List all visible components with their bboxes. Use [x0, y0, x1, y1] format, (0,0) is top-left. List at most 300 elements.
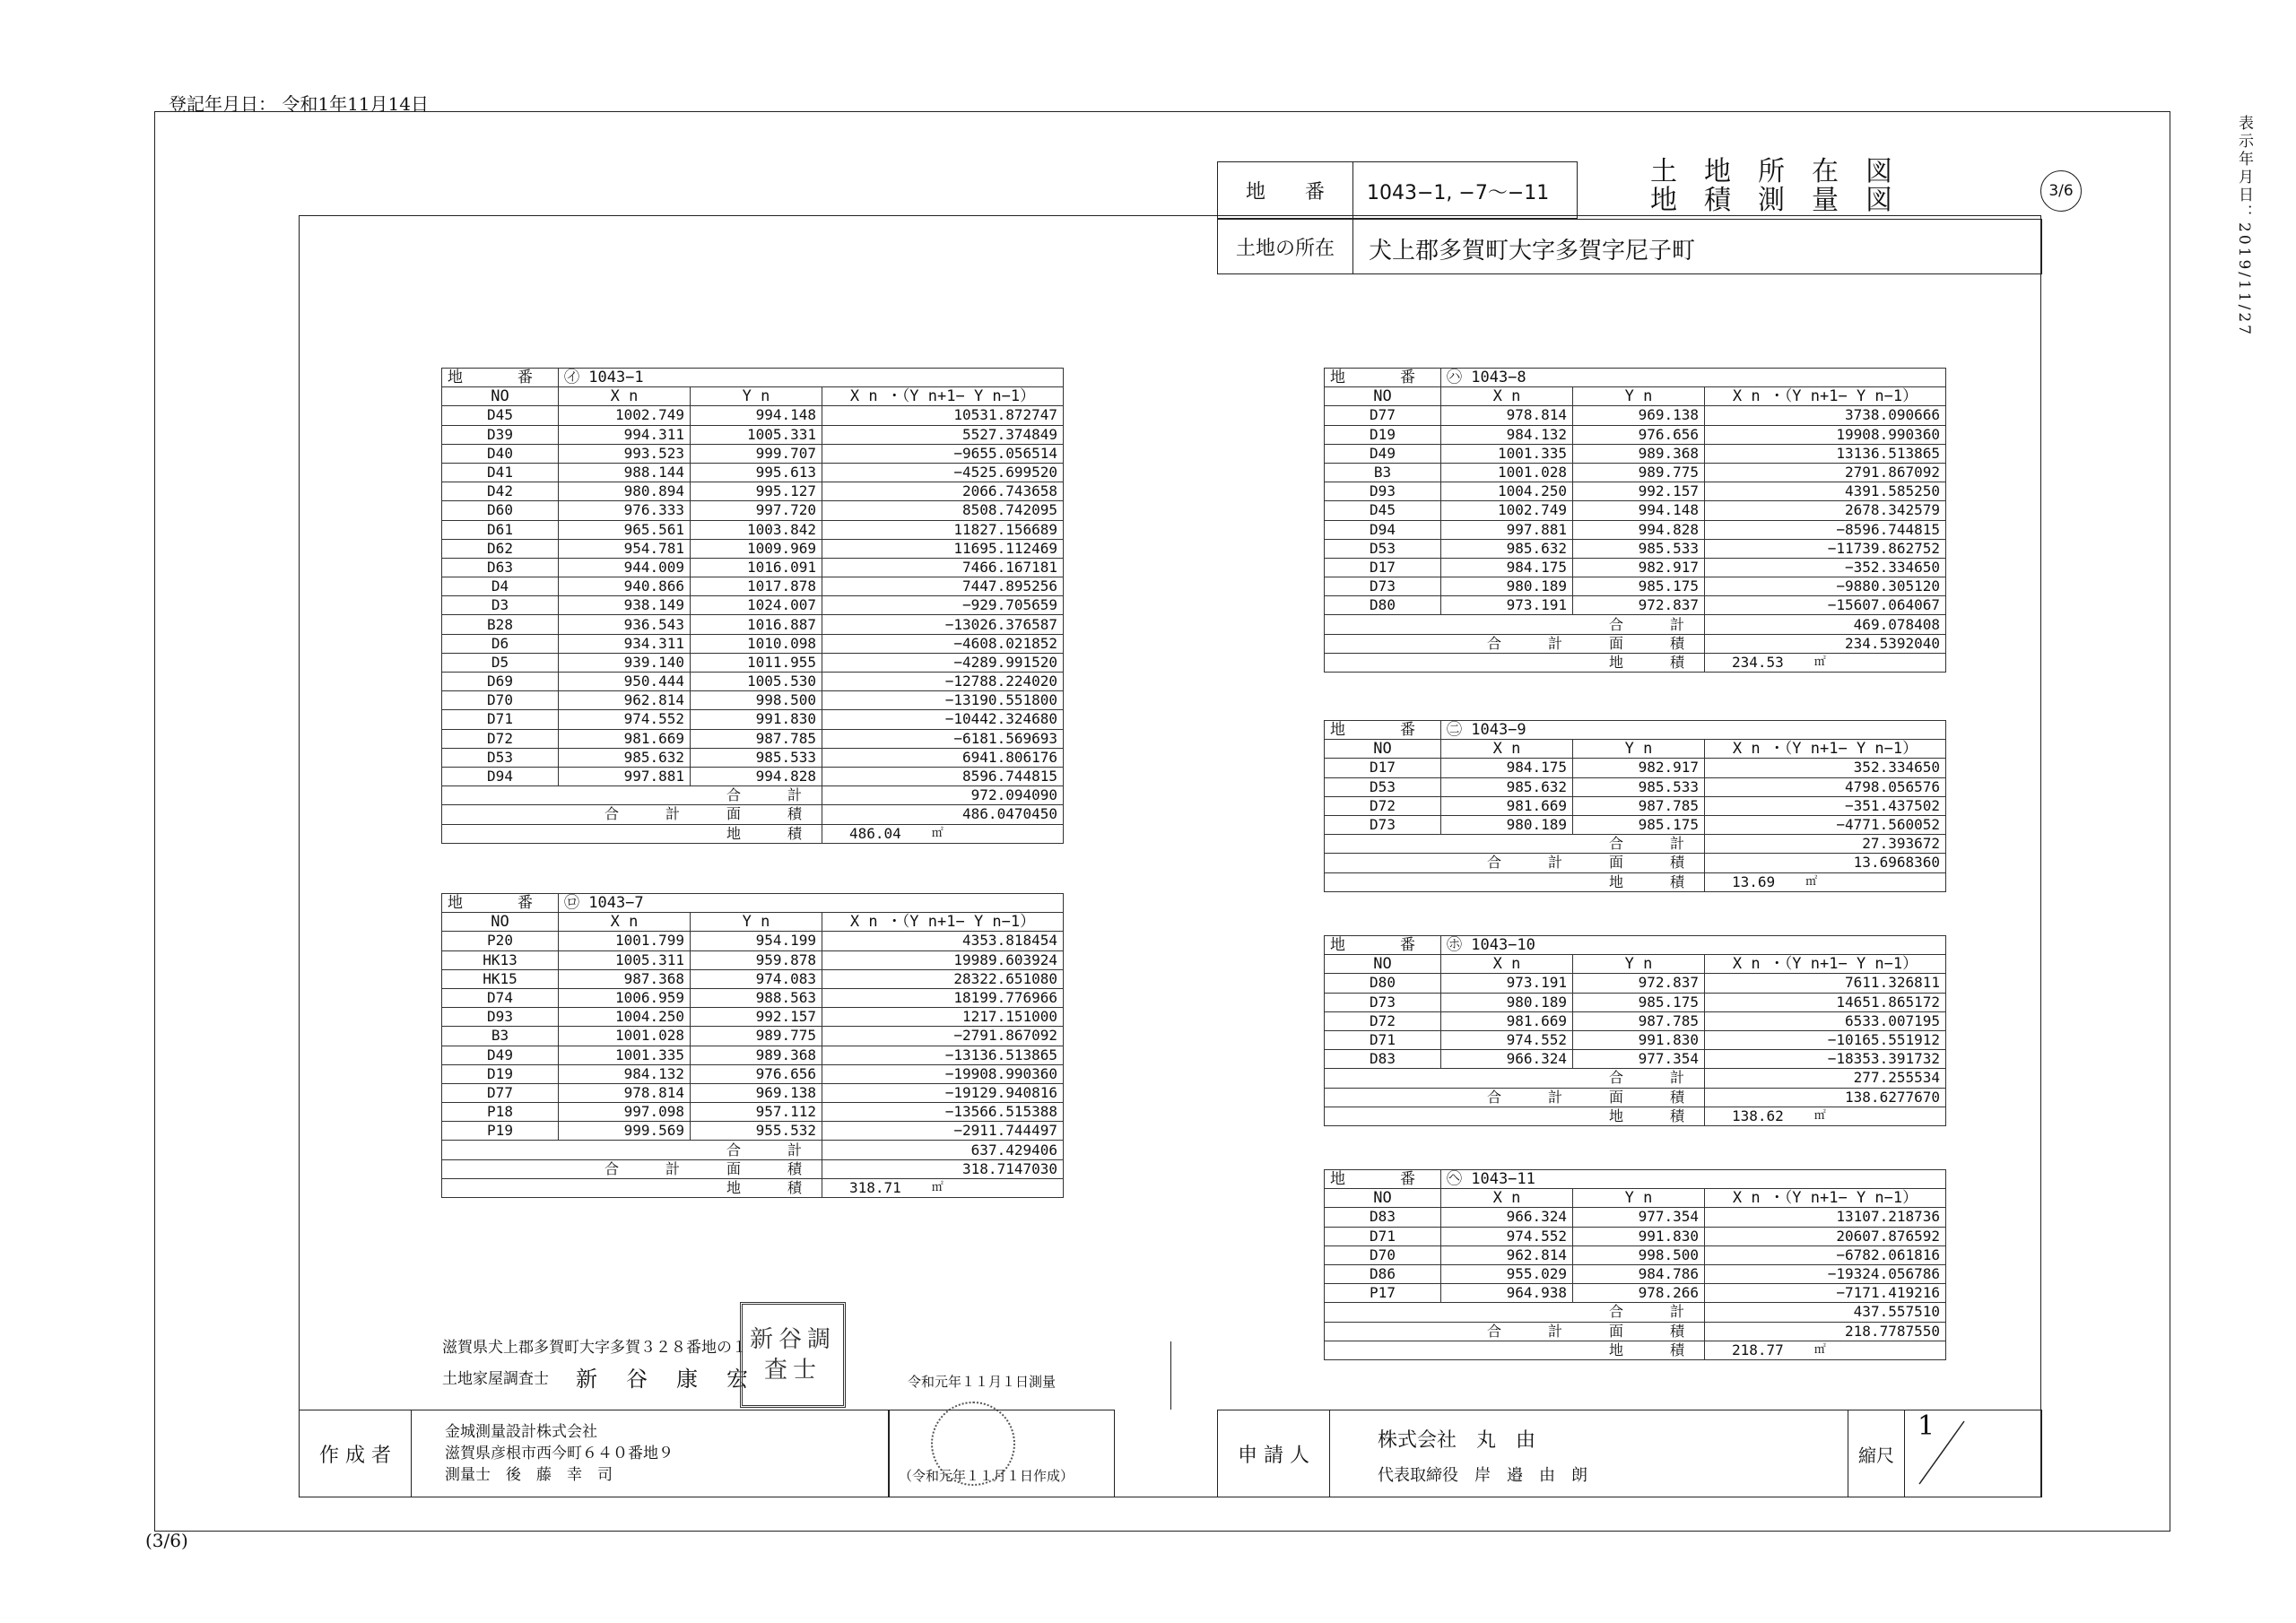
x-value: 974.552: [1441, 1227, 1573, 1245]
total-area-value: 13.6968360: [1705, 854, 1946, 872]
total-row: [1325, 835, 1946, 854]
company-address: 滋賀県彦根市西今町６４０番地９: [445, 1445, 674, 1462]
lot-value: ㋬ 1043−11: [1441, 1170, 1946, 1189]
product-value: 10531.872747: [822, 406, 1064, 425]
table-row: [1325, 596, 1946, 615]
surveyor-name: 新 谷 康 宏: [576, 1367, 752, 1392]
x-value: 936.543: [559, 615, 691, 634]
header-row: [1325, 740, 1946, 759]
y-value: 1009.969: [691, 539, 822, 558]
col-xn: X n: [1441, 387, 1573, 406]
scale-label: 縮尺: [1848, 1410, 1905, 1497]
point-no: B28: [442, 615, 559, 634]
table-row: [442, 1008, 1064, 1027]
product-value: −18353.391732: [1705, 1050, 1946, 1069]
product-value: 4798.056576: [1705, 777, 1946, 796]
display-date-stamp: 表示年月日：2019/11/27: [2235, 115, 2253, 337]
point-no: D72: [1325, 1011, 1441, 1030]
y-value: 974.083: [691, 969, 822, 988]
table-row: [1325, 501, 1946, 520]
point-no: D42: [442, 482, 559, 501]
y-value: 997.720: [691, 501, 822, 520]
y-value: 991.830: [1573, 1227, 1705, 1245]
y-value: 992.157: [1573, 482, 1705, 501]
total-area-label: 合 計 面 積: [442, 1159, 822, 1178]
product-value: 19989.603924: [822, 950, 1064, 969]
y-value: 985.175: [1573, 993, 1705, 1011]
col-no: NO: [1325, 955, 1441, 974]
product-value: −10165.551912: [1705, 1030, 1946, 1049]
point-no: D19: [442, 1064, 559, 1083]
x-value: 955.029: [1441, 1264, 1573, 1283]
table-row: [1325, 1264, 1946, 1283]
company-name: 金城測量設計株式会社: [445, 1423, 597, 1441]
product-value: −929.705659: [822, 596, 1064, 615]
table-row: [442, 988, 1064, 1007]
land-area-value: 138.62: [1732, 1107, 1784, 1124]
product-value: 7447.895256: [822, 577, 1064, 596]
point-no: P17: [1325, 1284, 1441, 1303]
point-no: D77: [1325, 406, 1441, 425]
product-value: 28322.651080: [822, 969, 1064, 988]
x-value: 981.669: [559, 729, 691, 748]
x-value: 1001.799: [559, 932, 691, 950]
y-value: 985.175: [1573, 577, 1705, 596]
col-no: NO: [442, 387, 559, 406]
product-value: −13190.551800: [822, 691, 1064, 710]
product-value: 11695.112469: [822, 539, 1064, 558]
area-table: [1324, 720, 1946, 892]
product-value: −4525.699520: [822, 463, 1064, 482]
point-no: D53: [442, 748, 559, 767]
table-row: [442, 691, 1064, 710]
product-value: −4608.021852: [822, 634, 1064, 653]
lot-label: 地 番: [442, 894, 559, 913]
x-value: 985.632: [1441, 539, 1573, 558]
header-row: [1325, 955, 1946, 974]
table-row: [442, 520, 1064, 539]
x-value: 980.189: [1441, 993, 1573, 1011]
area-table: [441, 368, 1064, 844]
y-value: 982.917: [1573, 759, 1705, 777]
land-area-row: [1325, 1107, 1946, 1125]
table-row: [1325, 777, 1946, 796]
table-row: [442, 482, 1064, 501]
total-label: 合 計: [442, 1141, 822, 1159]
x-value: 984.175: [1441, 558, 1573, 577]
product-value: 2678.342579: [1705, 501, 1946, 520]
point-no: P19: [442, 1122, 559, 1141]
table-row: [1325, 1030, 1946, 1049]
col-formula: X n ・（Y n+1− Y n−1）: [822, 387, 1064, 406]
square-meter-unit: ㎡: [1813, 1108, 1826, 1123]
lot-row: [1325, 936, 1946, 955]
total-value: 637.429406: [822, 1141, 1064, 1159]
land-area-label: 地 積: [442, 1178, 822, 1197]
table-row: [442, 729, 1064, 748]
point-no: D61: [442, 520, 559, 539]
x-value: 964.938: [1441, 1284, 1573, 1303]
y-value: 1011.955: [691, 653, 822, 672]
col-yn: Y n: [1573, 740, 1705, 759]
lot-label: 地 番: [1325, 369, 1441, 387]
point-no: D17: [1325, 759, 1441, 777]
table-row: [442, 710, 1064, 729]
y-value: 977.354: [1573, 1208, 1705, 1227]
table-row: [1325, 406, 1946, 425]
y-value: 998.500: [1573, 1245, 1705, 1264]
location-cell: [1217, 219, 2042, 274]
product-value: −13026.376587: [822, 615, 1064, 634]
y-value: 982.917: [1573, 558, 1705, 577]
x-value: 980.189: [1441, 577, 1573, 596]
point-no: D93: [442, 1008, 559, 1027]
total-value: 972.094090: [822, 786, 1064, 805]
product-value: 352.334650: [1705, 759, 1946, 777]
x-value: 980.894: [559, 482, 691, 501]
table-row: [442, 596, 1064, 615]
x-value: 999.569: [559, 1122, 691, 1141]
x-value: 974.552: [559, 710, 691, 729]
x-value: 974.552: [1441, 1030, 1573, 1049]
x-value: 978.814: [559, 1083, 691, 1102]
table-row: [442, 1122, 1064, 1141]
product-value: −19324.056786: [1705, 1264, 1946, 1283]
product-value: 2066.743658: [822, 482, 1064, 501]
y-value: 995.613: [691, 463, 822, 482]
x-value: 984.132: [559, 1064, 691, 1083]
product-value: 18199.776966: [822, 988, 1064, 1007]
x-value: 934.311: [559, 634, 691, 653]
point-no: D83: [1325, 1208, 1441, 1227]
x-value: 988.144: [559, 463, 691, 482]
x-value: 980.189: [1441, 815, 1573, 834]
y-value: 1016.887: [691, 615, 822, 634]
point-no: D71: [1325, 1227, 1441, 1245]
total-area-row: [1325, 634, 1946, 653]
y-value: 994.148: [691, 406, 822, 425]
x-value: 1002.749: [1441, 501, 1573, 520]
y-value: 985.533: [691, 748, 822, 767]
x-value: 940.866: [559, 577, 691, 596]
table-row: [1325, 520, 1946, 539]
applicant-name: 株式会社 丸 由: [1378, 1429, 1536, 1452]
total-label: 合 計: [1325, 615, 1705, 634]
square-meter-unit: ㎡: [931, 1180, 944, 1194]
y-value: 955.532: [691, 1122, 822, 1141]
applicant-block: [1217, 1410, 2042, 1497]
col-xn: X n: [559, 387, 691, 406]
y-value: 978.266: [1573, 1284, 1705, 1303]
y-value: 976.656: [691, 1064, 822, 1083]
x-value: 1001.335: [1441, 444, 1573, 463]
point-no: P18: [442, 1103, 559, 1122]
col-yn: Y n: [691, 913, 822, 932]
header-row: [442, 387, 1064, 406]
point-no: D83: [1325, 1050, 1441, 1069]
point-no: D72: [1325, 796, 1441, 815]
product-value: −11739.862752: [1705, 539, 1946, 558]
land-area-label: 地 積: [1325, 1341, 1705, 1359]
land-area-row: [442, 1178, 1064, 1197]
product-value: −13566.515388: [822, 1103, 1064, 1122]
table-row: [1325, 463, 1946, 482]
product-value: −13136.513865: [822, 1046, 1064, 1064]
representative: 代表取締役 岸 邉 由 朗: [1378, 1466, 1587, 1485]
x-value: 985.632: [1441, 777, 1573, 796]
point-no: D4: [442, 577, 559, 596]
y-value: 976.656: [1573, 425, 1705, 444]
product-value: −10442.324680: [822, 710, 1064, 729]
table-row: [1325, 815, 1946, 834]
land-area-label: 地 積: [1325, 1107, 1705, 1125]
y-value: 984.786: [1573, 1264, 1705, 1283]
x-value: 950.444: [559, 673, 691, 691]
sheet-number-badge: 3/6: [2040, 170, 2082, 212]
y-value: 957.112: [691, 1103, 822, 1122]
lot-value: ㋭ 1043−10: [1441, 936, 1946, 955]
point-no: D49: [442, 1046, 559, 1064]
y-value: 1017.878: [691, 577, 822, 596]
x-value: 987.368: [559, 969, 691, 988]
lot-label: 地 番: [1325, 936, 1441, 955]
square-meter-unit: ㎡: [1805, 874, 1818, 889]
lot-row: [442, 369, 1064, 387]
total-label: 合 計: [1325, 1069, 1705, 1088]
col-formula: X n ・（Y n+1− Y n−1）: [1705, 1189, 1946, 1208]
table-row: [1325, 1245, 1946, 1264]
registration-date: 登記年月日： 令和1年11月14日: [169, 93, 429, 115]
table-row: [1325, 1208, 1946, 1227]
table-row: [442, 969, 1064, 988]
creator-details: [445, 1421, 674, 1486]
total-area-row: [442, 1159, 1064, 1178]
lot-value: ㋺ 1043−7: [559, 894, 1064, 913]
y-value: 972.837: [1573, 596, 1705, 615]
surveyor-line: 測量士 後 藤 幸 司: [445, 1466, 613, 1484]
x-value: 978.814: [1441, 406, 1573, 425]
lot-row: [1325, 721, 1946, 740]
y-value: 989.775: [1573, 463, 1705, 482]
y-value: 991.830: [1573, 1030, 1705, 1049]
total-area-label: 合 計 面 積: [1325, 1322, 1705, 1341]
point-no: D45: [442, 406, 559, 425]
point-no: D40: [442, 444, 559, 463]
y-value: 994.828: [691, 767, 822, 785]
point-no: D70: [1325, 1245, 1441, 1264]
product-value: −19908.990360: [822, 1064, 1064, 1083]
table-row: [442, 932, 1064, 950]
total-area-value: 318.7147030: [822, 1159, 1064, 1178]
point-no: D3: [442, 596, 559, 615]
product-value: 20607.876592: [1705, 1227, 1946, 1245]
land-area-cell: [822, 824, 1064, 843]
location-value: 犬上郡多賀町大字多賀字尼子町: [1369, 238, 1696, 265]
x-value: 965.561: [559, 520, 691, 539]
product-value: 7466.167181: [822, 558, 1064, 577]
point-no: D49: [1325, 444, 1441, 463]
product-value: 19908.990360: [1705, 425, 1946, 444]
col-xn: X n: [1441, 740, 1573, 759]
area-table: [441, 893, 1064, 1198]
y-value: 969.138: [1573, 406, 1705, 425]
x-value: 997.881: [1441, 520, 1573, 539]
point-no: D74: [442, 988, 559, 1007]
x-value: 966.324: [1441, 1050, 1573, 1069]
total-label: 合 計: [1325, 835, 1705, 854]
product-value: −9655.056514: [822, 444, 1064, 463]
point-no: D41: [442, 463, 559, 482]
total-area-label: 合 計 面 積: [1325, 1088, 1705, 1107]
x-value: 981.669: [1441, 1011, 1573, 1030]
col-no: NO: [1325, 740, 1441, 759]
col-no: NO: [1325, 387, 1441, 406]
total-value: 469.078408: [1705, 615, 1946, 634]
land-area-row: [442, 824, 1064, 843]
x-value: 1001.335: [559, 1046, 691, 1064]
point-no: D80: [1325, 974, 1441, 993]
y-value: 1024.007: [691, 596, 822, 615]
lot-row: [442, 894, 1064, 913]
total-area-label: 合 計 面 積: [442, 805, 822, 824]
lot-label: 地 番: [1325, 721, 1441, 740]
scale-value: 1: [1918, 1410, 1935, 1442]
square-meter-unit: ㎡: [1813, 1342, 1826, 1357]
y-value: 991.830: [691, 710, 822, 729]
total-area-row: [1325, 1088, 1946, 1107]
land-area-value: 318.71: [849, 1178, 901, 1196]
y-value: 988.563: [691, 988, 822, 1007]
y-value: 1010.098: [691, 634, 822, 653]
product-value: 3738.090666: [1705, 406, 1946, 425]
x-value: 994.311: [559, 425, 691, 444]
product-value: −2791.867092: [822, 1027, 1064, 1046]
table-row: [1325, 577, 1946, 596]
col-xn: X n: [559, 913, 691, 932]
total-row: [442, 786, 1064, 805]
creator-label: 作 成 者: [300, 1410, 412, 1497]
total-area-row: [442, 805, 1064, 824]
land-area-value: 234.53: [1732, 653, 1784, 671]
product-value: −4771.560052: [1705, 815, 1946, 834]
point-no: D63: [442, 558, 559, 577]
land-area-row: [1325, 653, 1946, 672]
table-row: [1325, 993, 1946, 1011]
x-value: 1005.311: [559, 950, 691, 969]
point-no: D69: [442, 673, 559, 691]
col-formula: X n ・（Y n+1− Y n−1）: [1705, 955, 1946, 974]
total-value: 277.255534: [1705, 1069, 1946, 1088]
land-area-cell: [822, 1178, 1064, 1197]
survey-date: 令和元年１１月１日測量: [908, 1374, 1057, 1390]
y-value: 1016.091: [691, 558, 822, 577]
y-value: 994.828: [1573, 520, 1705, 539]
x-value: 938.149: [559, 596, 691, 615]
y-value: 989.368: [691, 1046, 822, 1064]
product-value: 4391.585250: [1705, 482, 1946, 501]
total-area-row: [1325, 1322, 1946, 1341]
product-value: 6941.806176: [822, 748, 1064, 767]
lot-number-cell: [1217, 161, 1578, 219]
surveyor-title: 土地家屋調査士: [442, 1370, 549, 1388]
table-row: [1325, 759, 1946, 777]
product-value: 14651.865172: [1705, 993, 1946, 1011]
table-row: [1325, 444, 1946, 463]
land-area-cell: [1705, 1107, 1946, 1125]
table-row: [442, 1064, 1064, 1083]
table-row: [1325, 482, 1946, 501]
y-value: 989.368: [1573, 444, 1705, 463]
col-xn: X n: [1441, 955, 1573, 974]
table-row: [442, 406, 1064, 425]
product-value: −6181.569693: [822, 729, 1064, 748]
created-date: （令和元年１１月１日作成）: [899, 1468, 1074, 1484]
y-value: 972.837: [1573, 974, 1705, 993]
square-meter-unit: ㎡: [1813, 655, 1826, 669]
total-row: [1325, 1069, 1946, 1088]
table-row: [442, 577, 1064, 596]
table-row: [1325, 558, 1946, 577]
square-meter-unit: ㎡: [931, 826, 944, 840]
total-value: 437.557510: [1705, 1303, 1946, 1322]
y-value: 994.148: [1573, 501, 1705, 520]
title-line-1: 土 地 所 在 図: [1650, 156, 1892, 187]
footer-page-number: (3/6): [145, 1530, 188, 1551]
x-value: 1004.250: [1441, 482, 1573, 501]
table-row: [1325, 974, 1946, 993]
product-value: 13107.218736: [1705, 1208, 1946, 1227]
x-value: 973.191: [1441, 596, 1573, 615]
total-area-value: 218.7787550: [1705, 1322, 1946, 1341]
table-row: [442, 425, 1064, 444]
product-value: −15607.064067: [1705, 596, 1946, 615]
x-value: 1006.959: [559, 988, 691, 1007]
area-table: [1324, 935, 1946, 1126]
land-area-value: 13.69: [1732, 872, 1776, 890]
product-value: 7611.326811: [1705, 974, 1946, 993]
land-area-cell: [1705, 1341, 1946, 1359]
lot-number-value: 1043−1, −7〜−11: [1367, 182, 1550, 204]
table-row: [442, 463, 1064, 482]
point-no: D73: [1325, 577, 1441, 596]
product-value: 11827.156689: [822, 520, 1064, 539]
col-formula: X n ・（Y n+1− Y n−1）: [822, 913, 1064, 932]
y-value: 992.157: [691, 1008, 822, 1027]
lot-value: ㊁ 1043−9: [1441, 721, 1946, 740]
land-area-value: 486.04: [849, 824, 901, 842]
point-no: D94: [442, 767, 559, 785]
point-no: D62: [442, 539, 559, 558]
point-no: D72: [442, 729, 559, 748]
product-value: 4353.818454: [822, 932, 1064, 950]
x-value: 944.009: [559, 558, 691, 577]
point-no: D6: [442, 634, 559, 653]
header-row: [442, 913, 1064, 932]
table-row: [442, 1103, 1064, 1122]
point-no: D86: [1325, 1264, 1441, 1283]
product-value: −9880.305120: [1705, 577, 1946, 596]
product-value: −4289.991520: [822, 653, 1064, 672]
col-yn: Y n: [1573, 955, 1705, 974]
total-area-label: 合 計 面 積: [1325, 854, 1705, 872]
total-area-value: 486.0470450: [822, 805, 1064, 824]
product-value: −19129.940816: [822, 1083, 1064, 1102]
table-row: [442, 950, 1064, 969]
point-no: D53: [1325, 539, 1441, 558]
x-value: 993.523: [559, 444, 691, 463]
x-value: 981.669: [1441, 796, 1573, 815]
product-value: 8596.744815: [822, 767, 1064, 785]
